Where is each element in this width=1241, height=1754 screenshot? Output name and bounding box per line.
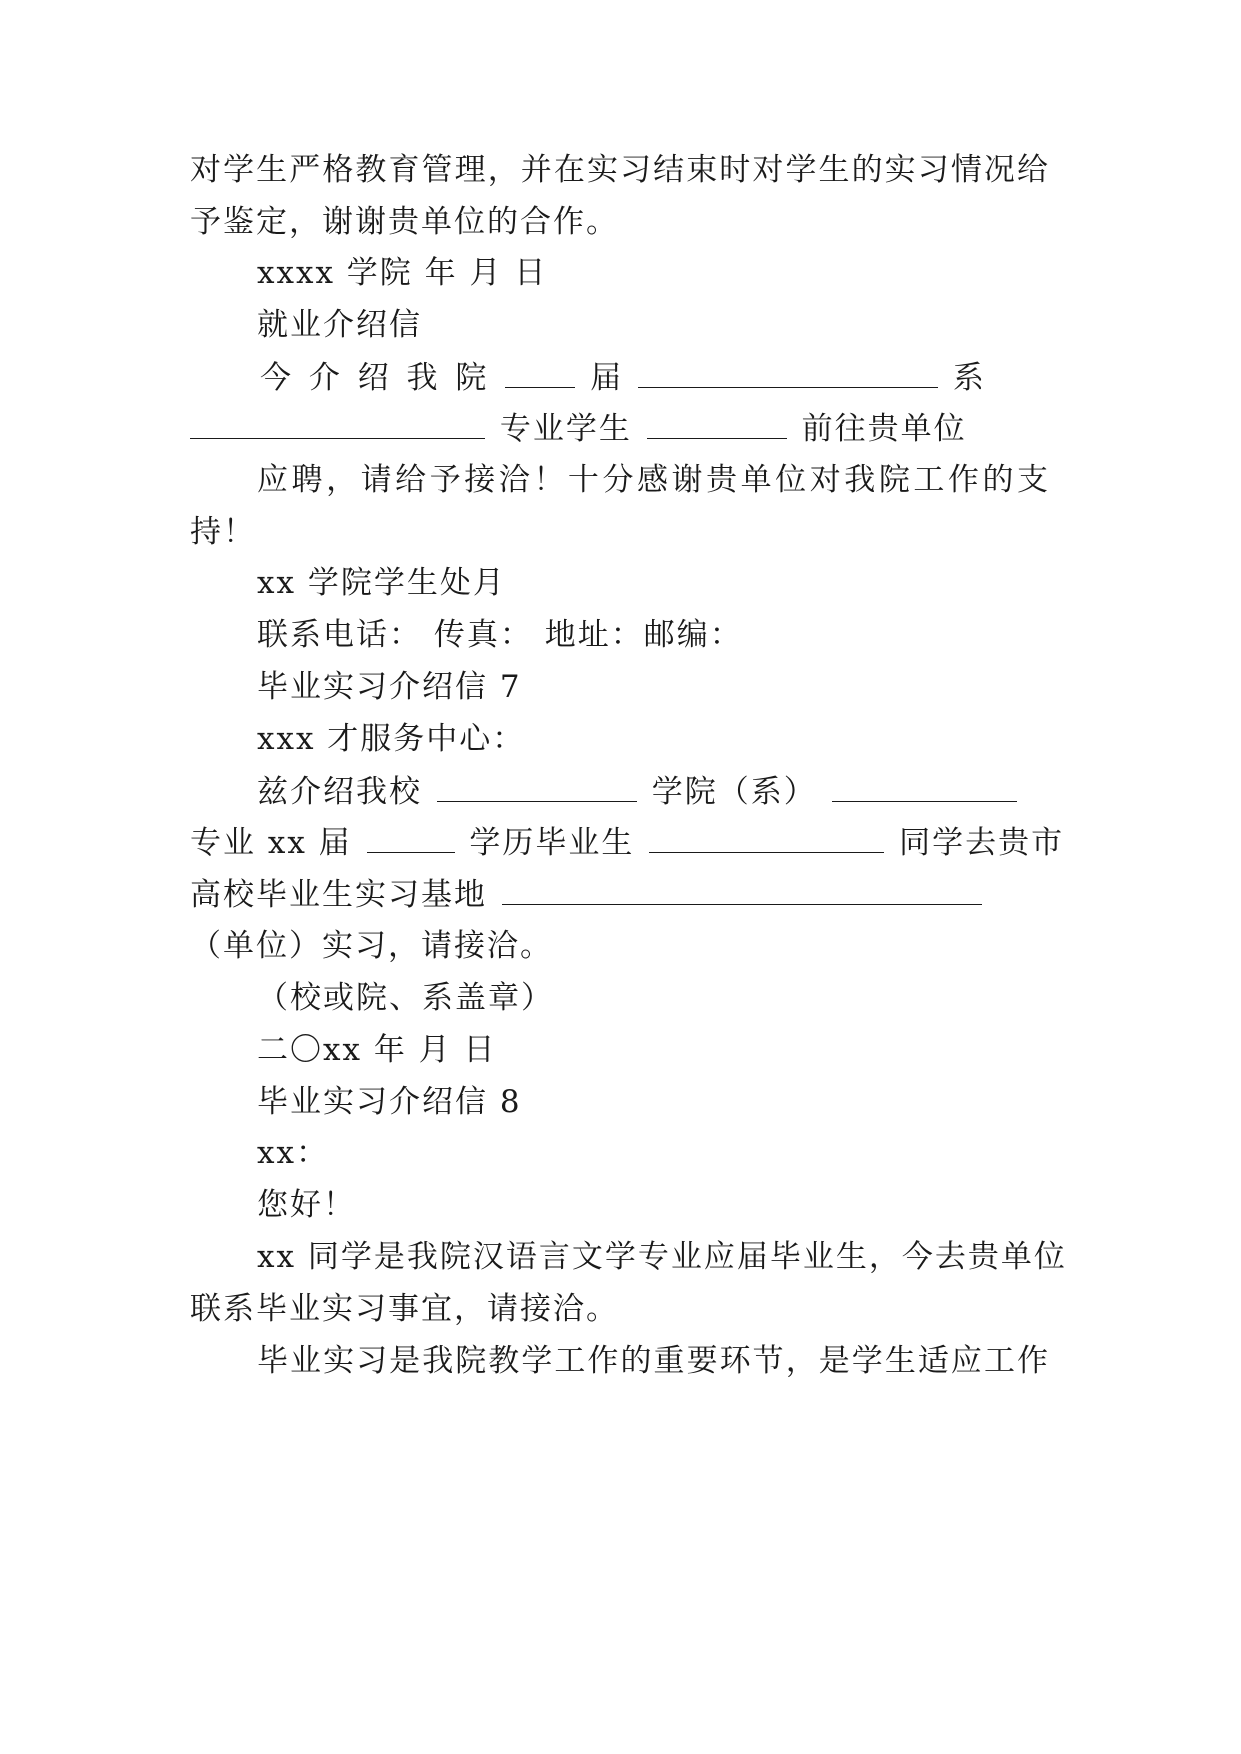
- salutation: xxx 才服务中心：: [257, 721, 526, 757]
- fill-in-blank: [502, 874, 982, 905]
- form-text: 前往贵单位: [801, 411, 967, 447]
- form-text: 学院（系）: [651, 774, 817, 810]
- form-text: 今 介 绍 我 院: [260, 360, 491, 396]
- fill-in-blank: [367, 822, 455, 853]
- fill-in-blank: [649, 822, 884, 853]
- form-line: [260, 357, 1050, 397]
- form-line: [257, 771, 1050, 811]
- fill-in-blank: [638, 357, 938, 388]
- contact-line: 联系电话： 传真： 地址：邮编：: [257, 617, 743, 653]
- paragraph-line: 持！: [190, 514, 256, 550]
- stamp-note: （校或院、系盖章）: [257, 980, 554, 1016]
- paragraph-line: 予鉴定，谢谢贵单位的合作。: [190, 204, 619, 240]
- paragraph-line: （单位）实习，请接洽。: [190, 928, 553, 964]
- letter-heading: 毕业实习介绍信 7: [257, 669, 522, 705]
- letter-heading: 毕业实习介绍信 8: [257, 1084, 522, 1120]
- fill-in-blank: [505, 357, 575, 388]
- paragraph-line: 联系毕业实习事宜，请接洽。: [190, 1291, 619, 1327]
- greeting: 您好！: [257, 1187, 356, 1223]
- paragraph-line: 应聘，请给予接洽！十分感谢贵单位对我院工作的支: [257, 462, 1050, 498]
- form-text: 兹介绍我校: [257, 774, 422, 810]
- signature-line: xx 学院学生处月: [257, 565, 506, 601]
- paragraph-line: xx 同学是我院汉语言文学专业应届毕业生，今去贵单位: [257, 1239, 1067, 1275]
- salutation: xx：: [257, 1135, 329, 1171]
- fill-in-blank: [190, 408, 485, 439]
- fill-in-blank: [437, 771, 637, 802]
- fill-in-blank: [832, 771, 1017, 802]
- fill-in-blank: [647, 408, 787, 439]
- form-text: 同学去贵市: [899, 825, 1065, 861]
- form-line: [190, 874, 1050, 914]
- form-text: 高校毕业生实习基地: [190, 877, 487, 913]
- form-line: [190, 822, 1065, 862]
- date-line: 二〇xx 年 月 日: [257, 1032, 497, 1068]
- form-text: 专业学生: [499, 411, 632, 447]
- signature-date-line: xxxx 学院 年 月 日: [257, 255, 548, 291]
- form-line: [190, 408, 1050, 448]
- paragraph-line: 对学生严格教育管理，并在实习结束时对学生的实习情况给: [190, 152, 1050, 188]
- letter-heading: 就业介绍信: [257, 307, 422, 343]
- form-text: 届: [590, 360, 624, 396]
- form-text: 系: [952, 360, 986, 396]
- paragraph-line: 毕业实习是我院教学工作的重要环节，是学生适应工作: [257, 1343, 1050, 1379]
- form-text: 专业 xx 届: [190, 825, 352, 861]
- form-text: 学历毕业生: [469, 825, 635, 861]
